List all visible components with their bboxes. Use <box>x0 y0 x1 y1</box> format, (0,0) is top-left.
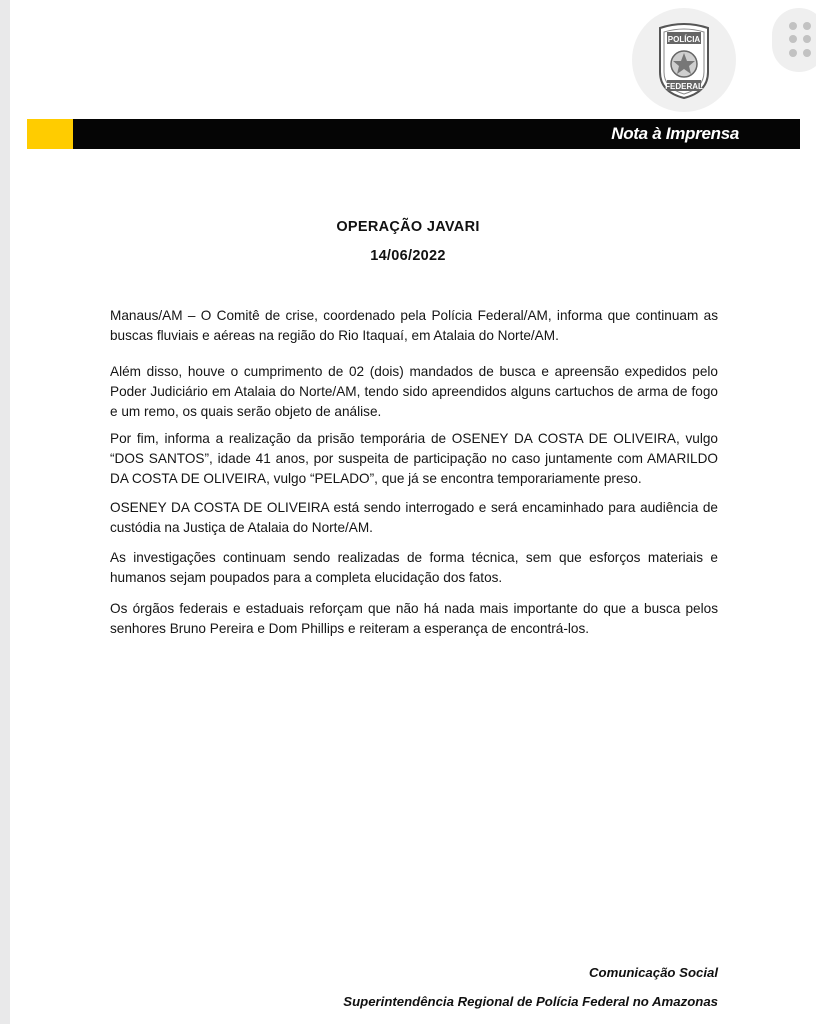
paragraph-5: As investigações continuam sendo realizadas de forma técnica, sem que esforços materiais e humanos sejam poupados para a completa elucidação dos fatos. <box>110 550 718 585</box>
logo-button[interactable] <box>632 8 736 112</box>
document-title: OPERAÇÃO JAVARI <box>336 219 480 235</box>
paragraph-6: Os órgãos federais e estaduais reforçam que não há nada mais importante do que a busca pelos senhores Bruno Pereira e Dom Phillips e reiteram a esperança de encontrá-los. <box>110 601 718 636</box>
seal-top-text: POLÍCIA <box>667 35 701 44</box>
seal-bottom-text: FEDERAL <box>665 82 703 91</box>
band-title: Nota à Imprensa <box>611 124 739 143</box>
paragraph-3: Por fim, informa a realização da prisão temporária de OSENEY DA COSTA DE OLIVEIRA, vulgo “DOS SANTOS”, idade 41 anos, por suspeita de participação no caso juntamente com AMARILDO DA COSTA DE OLIVEIRA, vulgo “PELADO”, que já se encontra temporariamente preso. <box>110 431 718 486</box>
police-badge-icon <box>654 22 714 100</box>
grid-dots-icon <box>789 22 813 58</box>
document-date: 14/06/2022 <box>370 248 446 264</box>
signature-office: Superintendência Regional de Polícia Federal no Amazonas <box>343 994 718 1009</box>
paragraph-1: Manaus/AM – O Comitê de crise, coordenado pela Polícia Federal/AM, informa que continuam as buscas fluviais e aéreas na região do Rio Itaquaí, em Atalaia do Norte/AM. <box>110 308 718 343</box>
signature-department: Comunicação Social <box>589 965 718 980</box>
paragraph-4: OSENEY DA COSTA DE OLIVEIRA está sendo interrogado e será encaminhado para audiência de custódia na Justiça de Atalaia do Norte/AM. <box>110 500 718 535</box>
paragraph-2: Além disso, houve o cumprimento de 02 (dois) mandados de busca e apreensão expedidos pelo Poder Judiciário em Atalaia do Norte/AM, tendo sido apreendidos alguns cartuchos de arma de fogo e um remo, os quais serão objeto de análise. <box>110 364 718 419</box>
more-options-button[interactable] <box>772 8 816 72</box>
accent-bar <box>27 119 73 149</box>
